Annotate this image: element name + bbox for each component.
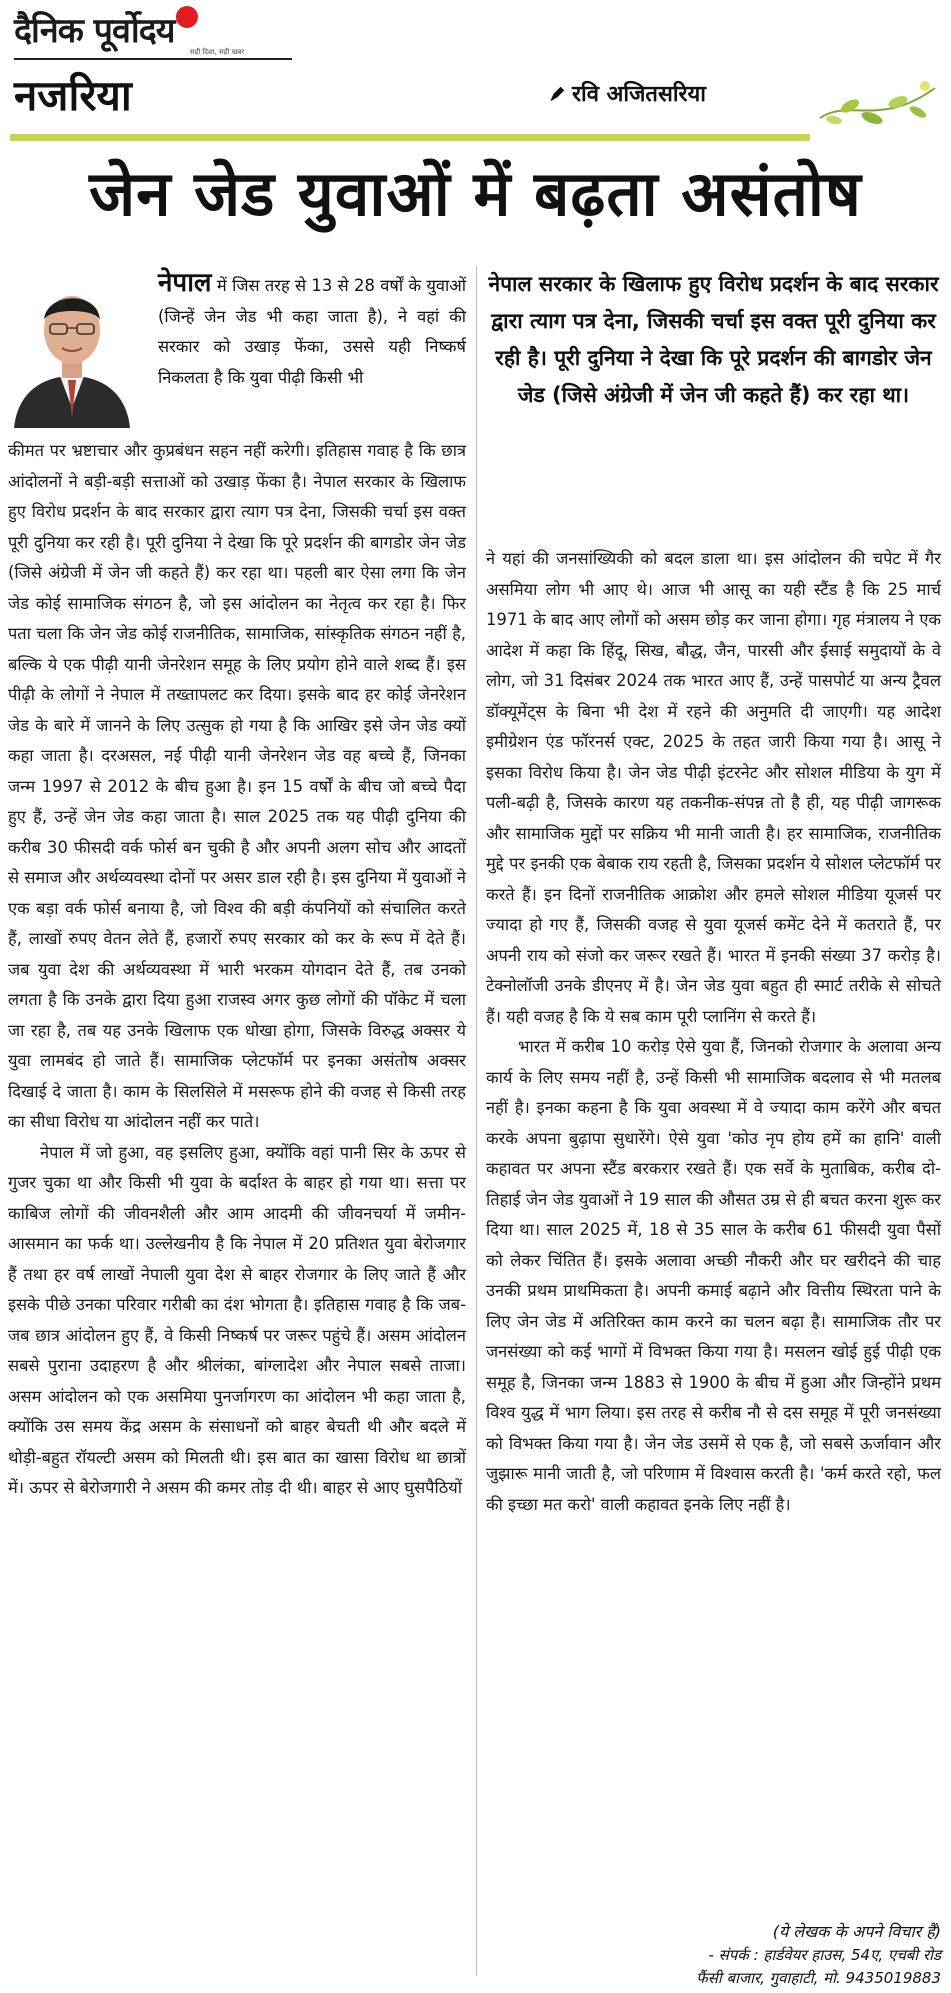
logo-dot-icon	[176, 6, 198, 28]
masthead-tagline: सही दिशा, सही खबर	[190, 48, 245, 56]
section-title: नजरिया	[14, 71, 132, 120]
pen-icon	[548, 85, 566, 103]
author-name: रवि अजितसरिया	[572, 82, 706, 107]
flower-decoration-icon	[810, 68, 940, 138]
right-column	[486, 544, 941, 1520]
article-paragraph: नेपाल में जो हुआ, वह इसलिए हुआ, क्योंकि वहां पानी सिर के ऊपर से गुजर चुका था और किसी भी युवा के बर्दाश्त के बाहर हो गया था। सत्ता पर काबिज लोगों की जीवनशैली और आम आदमी की जीवनचर्या में जमीन-आसमान का फर्क था। उल्लेखनीय है कि नेपाल में 20 प्रतिशत युवा बेरोजगार हैं तथा हर वर्ष लाखों नेपाली युवा देश से बाहर रोजगार के लिए जाते हैं और इसके पीछे उनका परिवार गरीबी का दंश भोगता है। इतिहास गवाह है कि जब-जब छात्र आंदोलन हुए हैं, वे किसी निष्कर्ष पर जरूर पहुंचे हैं। असम आंदोलन सबसे पुराना उदाहरण है और श्रीलंका, बांग्लादेश और नेपाल सबसे ताजा। असम आंदोलन को एक असमिया पुनर्जागरण का आंदोलन भी कहा जाता है, क्योंकि उस समय केंद्र असम के संसाधनों को बाहर बेचती थी और बदले में थोड़ी-बहुत रॉयल्टी असम को मिलती थी। इस बात का खासा विरोध था छात्रों में। ऊपर से बेरोजगारी ने असम की कमर तोड़ दी थी। बाहर से आए घुसपैठियों	[8, 1142, 466, 1497]
headline: जेन जेड युवाओं में बढ़ता असंतोष	[89, 157, 862, 230]
pull-quote: नेपाल सरकार के खिलाफ हुए विरोध प्रदर्शन के बाद सरकार द्वारा त्याग पत्र देना, जिसकी चर्चा इस वक्त पूरी दुनिया कर रही है। पूरी दुनिया ने देखा कि पूरे प्रदर्शन की बागडोर जेन जेड (जिसे अंग्रेजी में जेन जी कहते हैं) कर रहा था।	[488, 272, 939, 407]
accent-rule	[10, 134, 810, 141]
author-byline	[548, 78, 706, 108]
article-paragraph: कीमत पर भ्रष्टाचार और कुप्रबंधन सहन नहीं करेगी। इतिहास गवाह है कि छात्र आंदोलनों ने बड़ी-बड़ी सत्ताओं को उखाड़ फेंका है। नेपाल सरकार के खिलाफ हुए विरोध प्रदर्शन के बाद सरकार द्वारा त्याग पत्र देना, जिसकी चर्चा इस वक्त पूरी दुनिया कर रही है। पूरी दुनिया ने देखा कि पूरे प्रदर्शन की बागडोर जेन जेड (जिसे अंग्रेजी में जेन जी कहते हैं) कर रहा था। पहली बार ऐसा लगा कि जेन जेड कोई सामाजिक संगठन है, जो इस आंदोलन का नेतृत्व कर रहा है। फिर पता चला कि जेन जेड कोई राजनीतिक, सामाजिक, सांस्कृतिक संगठन नहीं है, बल्कि ये एक पीढ़ी यानी जेनरेशन समूह के लिए प्रयोग होने वाले शब्द हैं। इस पीढ़ी के लोगों ने नेपाल में तख्तापलट कर दिया। इसके बाद हर कोई जेनरेशन जेड के बारे में जानने के लिए उत्सुक हो गया है कि आखिर इसे जेन जेड क्यों कहा जाता है। दरअसल, नई पीढ़ी यानी जेनरेशन जेड वह बच्चे हैं, जिनका जन्म 1997 से 2012 के बीच हुआ है। इन 15 वर्षों के बीच जो बच्चे पैदा हुए हैं, उन्हें जेन जेड कहा जाता है। साल 2025 तक यह पीढ़ी दुनिया की करीब 30 फीसदी वर्क फोर्स बन चुकी है और अपनी अलग सोच और आदतों से समाज और अर्थव्यवस्था दोनों पर असर डाल रही है। इस दुनिया में युवाओं ने एक बड़ा वर्क फोर्स बनाया है, जो विश्व की बड़ी कंपनियों को संचालित करते हैं, लाखों रुपए वेतन लेते हैं, हजारों रुपए सरकार को कर के रूप में देते हैं। जब युवा देश की अर्थव्यवस्था में भारी भरकम योगदान देते हैं, तब उनको लगता है कि उनके द्वारा दिया हुआ राजस्व अगर कुछ लोगों की पॉकेट में चला जा रहा है, तब यह उनके खिलाफ एक धोखा होगा, जिसके विरुद्ध अक्सर ये युवा लामबंद हो जाते हैं। सामाजिक प्लेटफॉर्म पर इनका असंतोष अक्सर दिखाई दे जाता है। काम के सिलसिले में मसरूफ होने की वजह से किसी तरह का सीधा विरोध या आंदोलन नहीं कर पाते।	[8, 441, 466, 1131]
contact-line: - संपर्क : हार्डवेयर हाउस, 54ए, एचबी रोड	[708, 1946, 941, 1964]
masthead-logo: दैनिक पूर्वोदय	[14, 11, 175, 51]
column-divider	[476, 266, 477, 1976]
masthead-rule	[14, 58, 292, 60]
lead-text: में जिस तरह से 13 से 28 वर्षों के युवाओं (जिन्हें जेन जेड भी कहा जाता है), ने वहां की सरकार को उखाड़ फेंका, उससे यही निष्कर्ष निकलता है कि युवा पीढ़ी किसी भी	[158, 276, 466, 387]
left-column	[8, 436, 466, 1504]
article-paragraph: भारत में करीब 10 करोड़ ऐसे युवा हैं, जिनको रोजगार के अलावा अन्य कार्य के लिए समय नहीं है, उन्हें किसी भी सामाजिक बदलाव से भी मतलब नहीं है। इनका कहना है कि युवा अवस्था में वे ज्यादा काम करेंगे और बचत करके अपना बुढ़ापा सुधारेंगे। ऐसे युवा 'कोउ नृप होय हमें का हानि' वाली कहावत पर अपना स्टैंड बरकरार रखते हैं। एक सर्वे के मुताबिक, करीब दो-तिहाई जेन जेड युवाओं ने 19 साल की औसत उम्र से ही बचत करना शुरू कर दिया था। साल 2025 में, 18 से 35 साल के करीब 61 फीसदी युवा पैसों को लेकर चिंतित हैं। इसके अलावा अच्छी नौकरी और घर खरीदने की चाह उनकी प्रथम प्राथमिकता है। अपनी कमाई बढ़ाने और वित्तीय स्थिरता पाने के लिए जेन जेड में अतिरिक्त काम करने का चलन बढ़ा है। सामाजिक तौर पर जनसंख्या को कई भागों में विभक्त किया गया है। मसलन खोई हुई पीढ़ी एक समूह है, जिनका जन्म 1883 से 1900 के बीच में हुआ और जिन्होंने प्रथम विश्व युद्ध में भाग लिया। इस तरह से करीब नौ से दस समूह में पूरी जनसंख्या को विभक्त किया गया है। जेन जेड उसमें से एक है, जो सबसे ऊर्जावान और जुझारू मानी जाती है, जो परिणाम में विश्वास करती है। 'कर्म करते रहो, फल की इच्छा मत करो' वाली कहावत इनके लिए नहीं है।	[486, 1037, 941, 1514]
contact-info	[486, 1944, 941, 1990]
lead-paragraph	[158, 268, 466, 393]
lead-word: नेपाल	[158, 268, 212, 298]
masthead	[14, 6, 294, 56]
opinion-disclaimer: (ये लेखक के अपने विचार हैं)	[772, 1922, 941, 1941]
contact-line: फैंसी बाजार, गुवाहाटी, मो. 9435019883	[696, 1969, 941, 1987]
article-paragraph: ने यहां की जनसांख्यिकी को बदल डाला था। इस आंदोलन की चपेट में गैर असमिया लोग भी आए थे। आज भी आसू का यही स्टैंड है कि 25 मार्च 1971 के बाद आए लोगों को असम छोड़ कर जाना होगा। गृह मंत्रालय ने एक आदेश में कहा कि हिंदू, सिख, बौद्ध, जैन, पारसी और ईसाई समुदायों के वे लोग, जो 31 दिसंबर 2024 तक भारत आए हैं, उन्हें पासपोर्ट या अन्य ट्रैवल डॉक्यूमेंट्स के बिना भी देश में रहने की अनुमति दी जाएगी। यह आदेश इमीग्रेशन एंड फॉरनर्स एक्ट, 2025 के तहत जारी किया गया है। आसू ने इसका विरोध किया है। जेन जेड पीढ़ी इंटरनेट और सोशल मीडिया के युग में पली-बढ़ी है, जिसके कारण यह तकनीक-संपन्न तो है ही, यह पीढ़ी जागरूक और सामाजिक मुद्दों पर सक्रिय भी मानी जाती है। हर सामाजिक, राजनीतिक मुद्दे पर इनकी एक बेबाक राय रहती है, जिसका प्रदर्शन ये सोशल प्लेटफॉर्म पर करते हैं। इन दिनों राजनीतिक आक्रोश और हमले सोशल मीडिया यूजर्स पर ज्यादा हो गए हैं, जिसकी वजह से युवा यूजर्स कमेंट देने में कतराते हैं, पर अपनी राय को संजो कर जरूर रखते हैं। भारत में इनकी संख्या 37 करोड़ है। टेक्नोलॉजी उनके डीएनए में है। जेन जेड युवा बहुत ही स्मार्ट तरीके से सोचते हैं। यही वजह है कि ये सब काम पूरी प्लानिंग से करते हैं।	[486, 549, 941, 1026]
author-photo	[8, 268, 136, 428]
